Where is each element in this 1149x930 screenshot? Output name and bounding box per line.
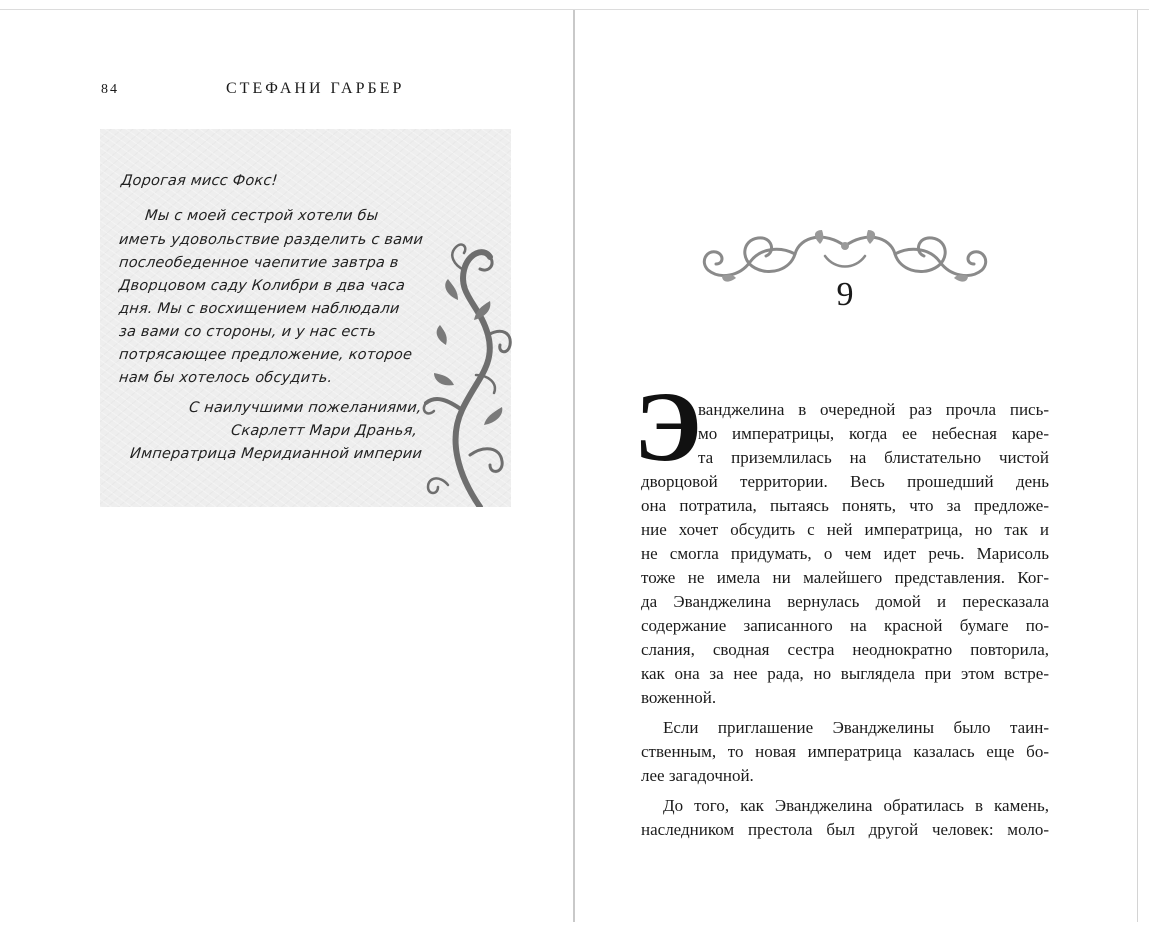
text-line: ние хочет обсудить с ней императрица, но так и (641, 520, 1049, 539)
book-gutter (573, 10, 575, 922)
letter-line: нам бы хотелось обсудить. (118, 370, 334, 386)
text-line: ванджелина в очередной раз прочла пись- (698, 400, 1049, 419)
text-line: как она за нее рада, но выглядела при этом встре- (641, 664, 1049, 683)
text-line: лее загадочной. (641, 766, 754, 785)
page-right-edge (1137, 10, 1138, 922)
text-line: До того, как Эванджелина обратилась в камень, (663, 796, 1049, 815)
text-line: Если приглашение Эванджелины было таин- (663, 718, 1049, 737)
text-line: ственным, то новая императрица казалась еще бо- (641, 742, 1049, 761)
text-line: та приземлилась на блистательно чистой (698, 448, 1049, 467)
floral-ornament (418, 225, 512, 507)
text-line: тоже не имела ни малейшего представления. Ког- (641, 568, 1049, 587)
running-head: СТЕФАНИ ГАРБЕР (226, 80, 405, 97)
text-line: не смогла придумать, о чем идет речь. Марисоль (641, 544, 1049, 563)
text-line: да Эванджелина вернулась домой и пересказала (641, 592, 1049, 611)
letter-signature-title: Императрица Меридианной империи (129, 446, 423, 462)
letter-line: иметь удовольствие разделить с вами (118, 232, 424, 248)
text-line: дворцовой территории. Весь прошедший день (641, 472, 1049, 491)
letter-line: Мы с моей сестрой хотели бы (144, 208, 380, 224)
drop-cap: Э (634, 371, 702, 482)
letter-line: за вами со стороны, и у нас есть (118, 324, 377, 340)
letter-line: Дворцовом саду Колибри в два часа (118, 278, 406, 294)
text-line: воженной. (641, 688, 717, 707)
text-line: слания, сводная сестра неоднократно повторила, (641, 640, 1049, 659)
letter-closing: С наилучшими пожеланиями, (188, 400, 423, 416)
text-line: содержание записанного на красной бумаге по- (641, 616, 1049, 635)
letter-signature-name: Скарлетт Мари Дранья, (230, 423, 419, 439)
text-line: наследником престола был другой человек: моло- (641, 820, 1049, 839)
page-number: 84 (101, 82, 119, 97)
letter-line: потрясающее предложение, которое (118, 347, 413, 363)
text-line: мо императрицы, когда ее небесная каре- (698, 424, 1049, 443)
letter-line: послеобеденное чаепитие завтра в (118, 255, 400, 271)
text-line: она потратила, пытаясь понять, что за предложе- (641, 496, 1049, 515)
letter-line: дня. Мы с восхищением наблюдали (118, 301, 401, 317)
letter-greeting: Дорогая мисс Фокс! (120, 173, 279, 189)
chapter-number: 9 (836, 276, 854, 313)
